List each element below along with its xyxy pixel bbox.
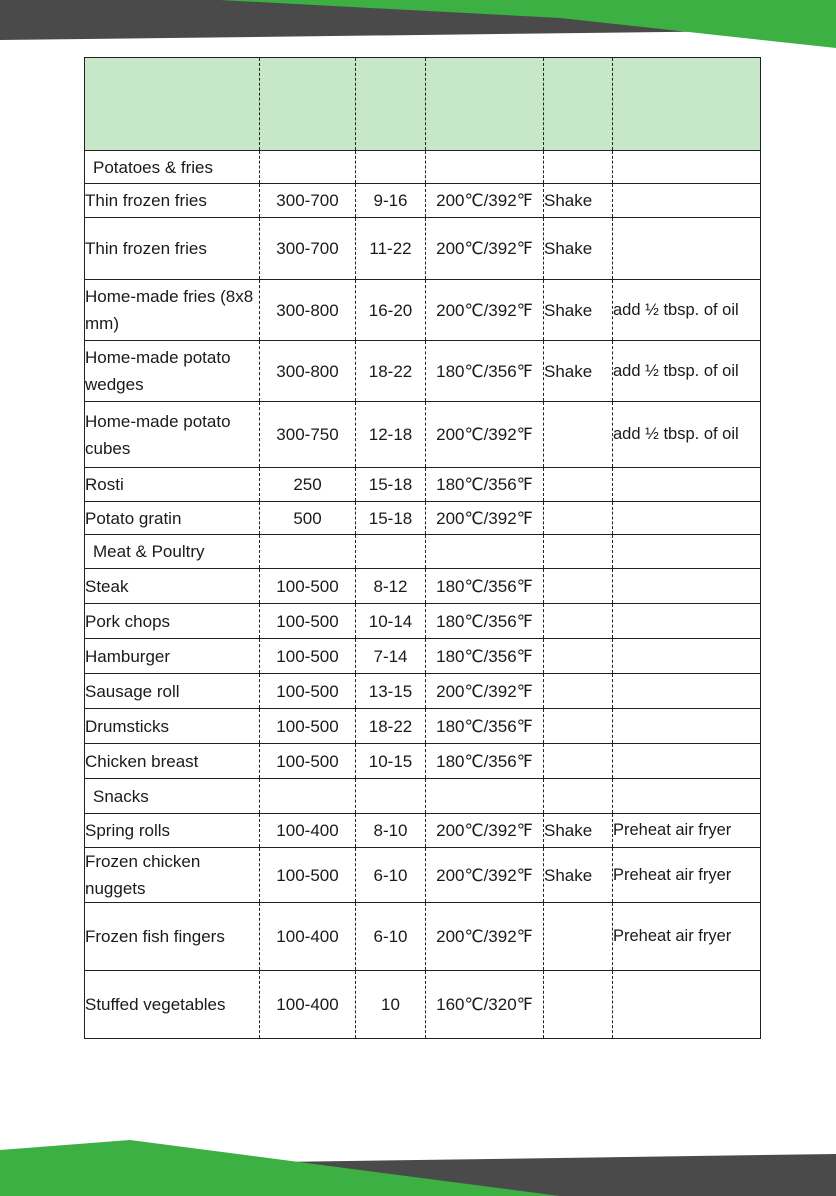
shake-cell (544, 402, 613, 468)
shake-cell (544, 604, 613, 639)
shake-cell (544, 744, 613, 779)
food-cell: Steak (85, 569, 260, 604)
empty-cell (260, 779, 356, 814)
food-cell: Home-made potato cubes (85, 402, 260, 468)
category-title: Meat & Poultry (85, 535, 260, 569)
temperature-cell: 180℃/356℉ (426, 604, 544, 639)
shake-cell (544, 674, 613, 709)
category-title: Snacks (85, 779, 260, 814)
amount-cell: 300-750 (260, 402, 356, 468)
table-row (85, 218, 761, 280)
amount-cell: 100-500 (260, 569, 356, 604)
time-cell: 6-10 (356, 903, 426, 971)
amount-cell: 100-500 (260, 674, 356, 709)
shake-cell (544, 468, 613, 502)
time-cell: 6-10 (356, 848, 426, 903)
temperature-cell: 180℃/356℉ (426, 569, 544, 604)
time-cell: 18-22 (356, 341, 426, 402)
food-cell: Thin frozen fries (85, 218, 260, 280)
time-cell: 11-22 (356, 218, 426, 280)
amount-cell: 300-700 (260, 184, 356, 218)
temperature-cell: 200℃/392℉ (426, 848, 544, 903)
empty-cell (356, 535, 426, 569)
shake-cell (544, 639, 613, 674)
food-cell: Home-made potato wedges (85, 341, 260, 402)
amount-cell: 100-500 (260, 639, 356, 674)
food-cell: Home-made fries (8x8 mm) (85, 280, 260, 341)
table-row (85, 971, 761, 1039)
food-cell: Frozen fish fingers (85, 903, 260, 971)
empty-cell (544, 779, 613, 814)
time-cell: 9-16 (356, 184, 426, 218)
food-cell: Rosti (85, 468, 260, 502)
food-cell: Hamburger (85, 639, 260, 674)
time-cell: 13-15 (356, 674, 426, 709)
time-cell: 16-20 (356, 280, 426, 341)
food-cell: Frozen chicken nuggets (85, 848, 260, 903)
shake-cell (544, 709, 613, 744)
tip-cell (613, 184, 761, 218)
time-cell: 15-18 (356, 468, 426, 502)
tip-cell: Preheat air fryer (613, 814, 761, 848)
amount-cell: 100-500 (260, 848, 356, 903)
tip-cell (613, 971, 761, 1039)
top-decorative-band (0, 0, 836, 48)
shake-cell (544, 569, 613, 604)
temperature-cell: 180℃/356℉ (426, 639, 544, 674)
cooking-table (84, 57, 761, 1039)
empty-cell (544, 535, 613, 569)
amount-cell: 500 (260, 502, 356, 535)
category-row (85, 535, 761, 569)
shake-cell: Shake (544, 280, 613, 341)
food-cell: Drumsticks (85, 709, 260, 744)
empty-cell (260, 535, 356, 569)
tip-cell: add ½ tbsp. of oil (613, 341, 761, 402)
shake-cell: Shake (544, 218, 613, 280)
tip-cell (613, 744, 761, 779)
food-cell: Sausage roll (85, 674, 260, 709)
table-row (85, 674, 761, 709)
temperature-cell: 200℃/392℉ (426, 402, 544, 468)
food-cell: Stuffed vegetables (85, 971, 260, 1039)
category-title: Potatoes & fries (85, 151, 260, 184)
shake-cell (544, 903, 613, 971)
temperature-cell: 200℃/392℉ (426, 184, 544, 218)
temperature-cell: 200℃/392℉ (426, 280, 544, 341)
table-row (85, 341, 761, 402)
table-row (85, 639, 761, 674)
time-cell: 15-18 (356, 502, 426, 535)
table-header-row (85, 58, 761, 151)
empty-cell (613, 535, 761, 569)
tip-cell: add ½ tbsp. of oil (613, 280, 761, 341)
time-cell: 10 (356, 971, 426, 1039)
table-row (85, 709, 761, 744)
amount-cell: 100-500 (260, 604, 356, 639)
amount-cell: 100-400 (260, 971, 356, 1039)
food-cell: Chicken breast (85, 744, 260, 779)
empty-cell (356, 779, 426, 814)
empty-cell (426, 779, 544, 814)
header-cell (426, 58, 544, 151)
tip-cell (613, 709, 761, 744)
empty-cell (426, 535, 544, 569)
table-row (85, 744, 761, 779)
empty-cell (613, 151, 761, 184)
bottom-decorative-band (0, 1140, 836, 1196)
shake-cell (544, 971, 613, 1039)
tip-cell (613, 604, 761, 639)
time-cell: 18-22 (356, 709, 426, 744)
tip-cell (613, 639, 761, 674)
empty-cell (544, 151, 613, 184)
time-cell: 12-18 (356, 402, 426, 468)
temperature-cell: 200℃/392℉ (426, 814, 544, 848)
tip-cell: Preheat air fryer (613, 903, 761, 971)
amount-cell: 100-400 (260, 903, 356, 971)
temperature-cell: 200℃/392℉ (426, 502, 544, 535)
table-row (85, 184, 761, 218)
shake-cell: Shake (544, 814, 613, 848)
tip-cell: Preheat air fryer (613, 848, 761, 903)
amount-cell: 300-800 (260, 341, 356, 402)
time-cell: 8-10 (356, 814, 426, 848)
header-cell (356, 58, 426, 151)
tip-cell (613, 468, 761, 502)
amount-cell: 100-500 (260, 709, 356, 744)
table-row (85, 903, 761, 971)
shake-cell: Shake (544, 184, 613, 218)
tip-cell (613, 218, 761, 280)
table-row (85, 502, 761, 535)
table-row (85, 848, 761, 903)
empty-cell (426, 151, 544, 184)
amount-cell: 300-700 (260, 218, 356, 280)
amount-cell: 250 (260, 468, 356, 502)
table-body (85, 151, 761, 1039)
amount-cell: 100-500 (260, 744, 356, 779)
temperature-cell: 180℃/356℉ (426, 341, 544, 402)
header-cell (613, 58, 761, 151)
header-cell (85, 58, 260, 151)
temperature-cell: 200℃/392℉ (426, 218, 544, 280)
time-cell: 10-15 (356, 744, 426, 779)
table-row (85, 402, 761, 468)
food-cell: Potato gratin (85, 502, 260, 535)
table-row (85, 814, 761, 848)
time-cell: 7-14 (356, 639, 426, 674)
temperature-cell: 200℃/392℉ (426, 674, 544, 709)
food-cell: Spring rolls (85, 814, 260, 848)
tip-cell (613, 502, 761, 535)
table-row (85, 280, 761, 341)
empty-cell (613, 779, 761, 814)
tip-cell (613, 674, 761, 709)
category-row (85, 151, 761, 184)
shake-cell (544, 502, 613, 535)
tip-cell (613, 569, 761, 604)
food-cell: Thin frozen fries (85, 184, 260, 218)
temperature-cell: 180℃/356℉ (426, 468, 544, 502)
temperature-cell: 180℃/356℉ (426, 744, 544, 779)
food-cell: Pork chops (85, 604, 260, 639)
temperature-cell: 180℃/356℉ (426, 709, 544, 744)
empty-cell (260, 151, 356, 184)
time-cell: 10-14 (356, 604, 426, 639)
empty-cell (356, 151, 426, 184)
header-cell (260, 58, 356, 151)
table-row (85, 569, 761, 604)
amount-cell: 300-800 (260, 280, 356, 341)
header-cell (544, 58, 613, 151)
shake-cell: Shake (544, 341, 613, 402)
category-row (85, 779, 761, 814)
shake-cell: Shake (544, 848, 613, 903)
temperature-cell: 160℃/320℉ (426, 971, 544, 1039)
amount-cell: 100-400 (260, 814, 356, 848)
table-row (85, 604, 761, 639)
time-cell: 8-12 (356, 569, 426, 604)
table-row (85, 468, 761, 502)
tip-cell: add ½ tbsp. of oil (613, 402, 761, 468)
temperature-cell: 200℃/392℉ (426, 903, 544, 971)
